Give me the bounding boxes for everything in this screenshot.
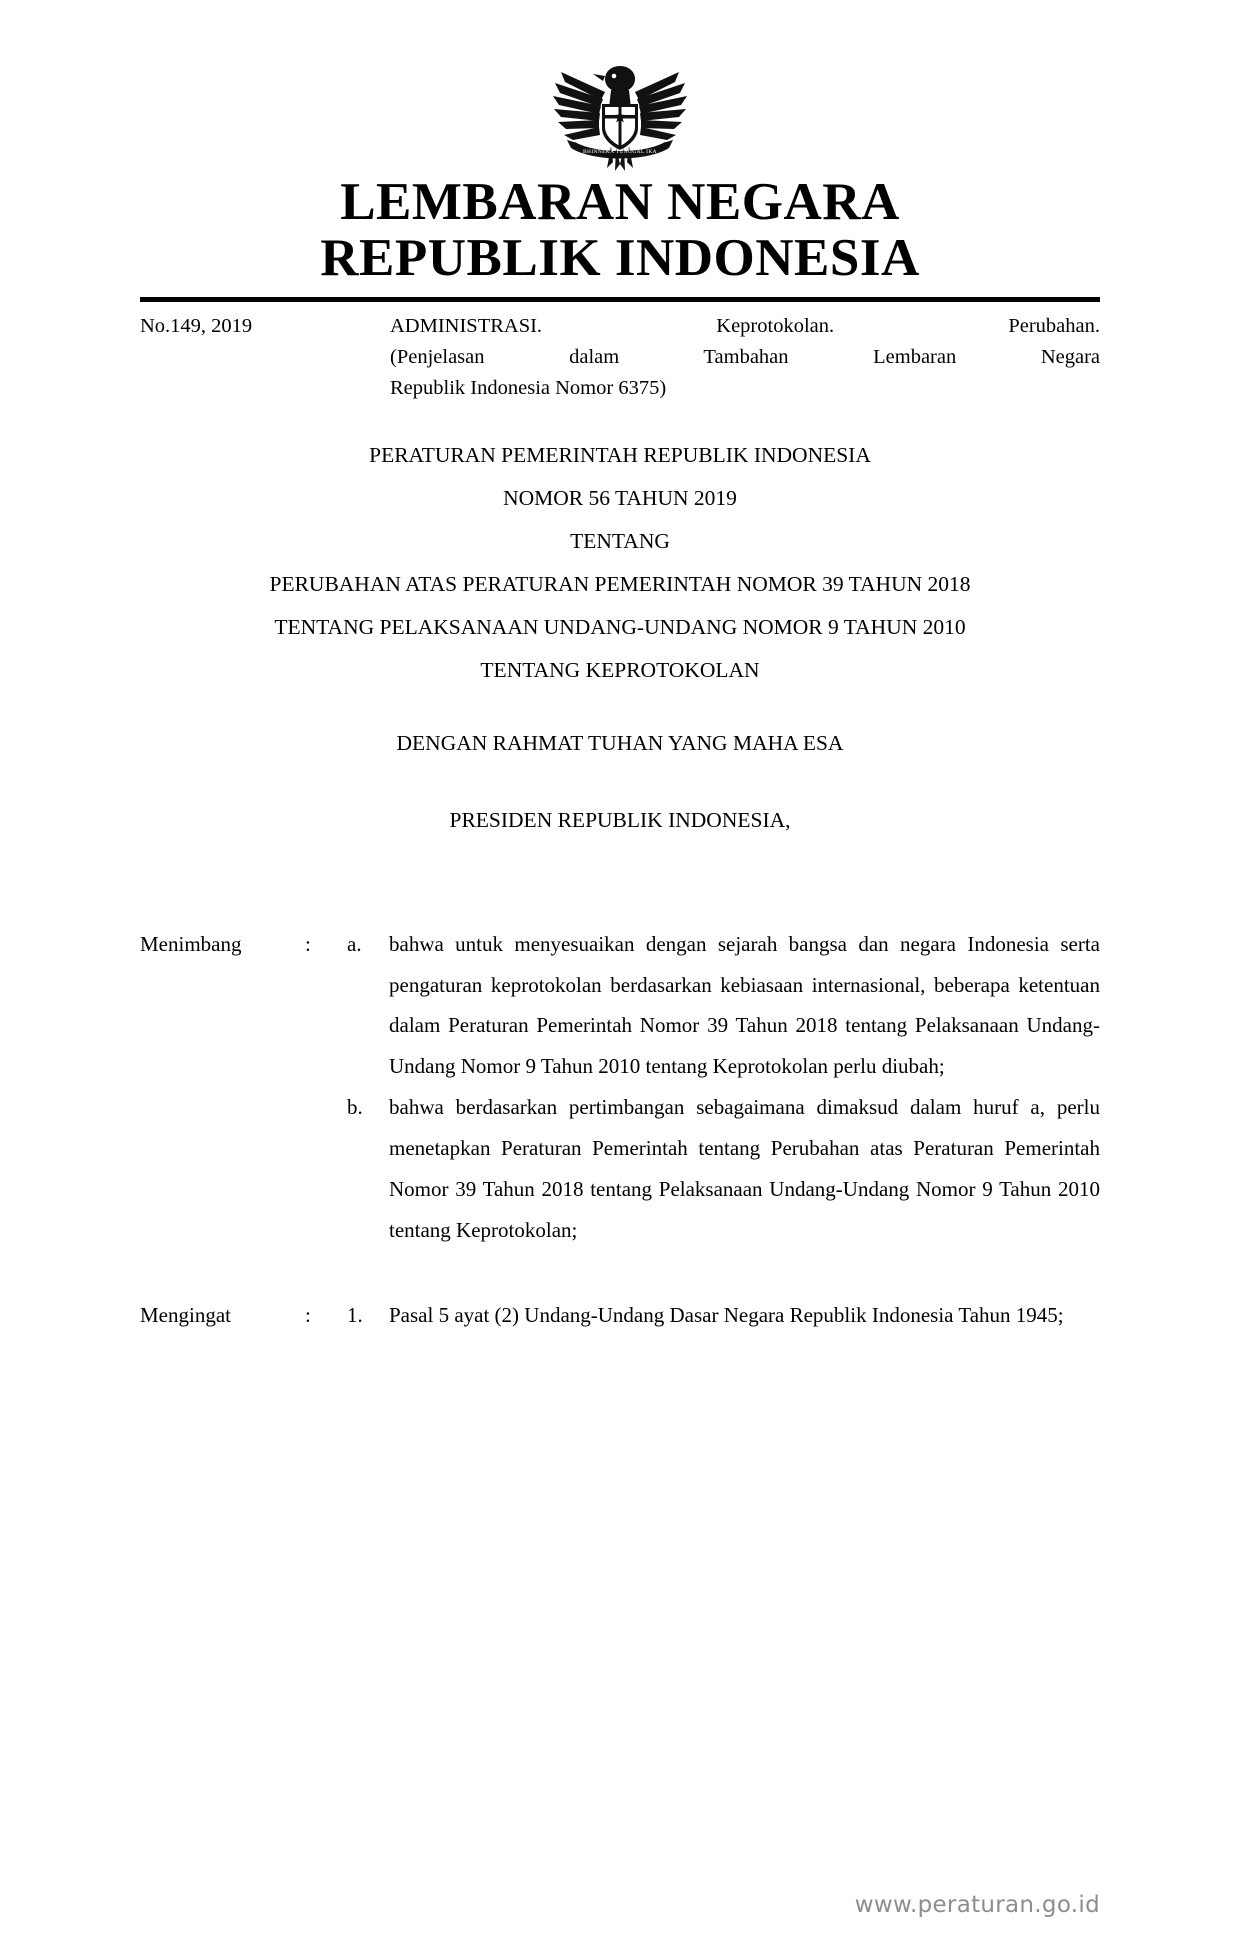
title-spacer-1 bbox=[140, 692, 1100, 722]
clause-section bbox=[140, 924, 1100, 1336]
gazette-metadata bbox=[140, 311, 1100, 403]
masthead-title bbox=[140, 174, 1100, 286]
garuda-pancasila-emblem bbox=[545, 58, 695, 178]
gazette-subject-line-2: (Penjelasan dalam Tambahan Lembaran Negara bbox=[390, 346, 1100, 369]
title-subject-line-3: TENTANG KEPROTOKOLAN bbox=[480, 657, 760, 682]
masthead-line-1: LEMBARAN NEGARA bbox=[340, 173, 900, 231]
title-subject-line-2: TENTANG PELAKSANAAN UNDANG-UNDANG NOMOR 9 TAHUN 2010 bbox=[274, 614, 966, 639]
regulation-title-block bbox=[140, 434, 1100, 842]
clause-group-mengingat bbox=[140, 1295, 1100, 1336]
gazette-subject bbox=[390, 311, 1100, 403]
clause-item bbox=[347, 1295, 1100, 1336]
clause-item-text: bahwa berdasarkan pertimbangan sebagaimana dimaksud dalam huruf a, perlu menetapkan Peraturan Pemerintah tentang Perubahan atas Peraturan Pemerintah Nomor 39 Tahun 2018 tentang Pelaksanaan Undang-Undang Nomor 9 Tahun 2010 tentang Keprotokolan; bbox=[389, 1095, 1100, 1243]
clause-item-marker: a. bbox=[347, 931, 362, 956]
clause-item-text: Pasal 5 ayat (2) Undang-Undang Dasar Negara Republik Indonesia Tahun 1945; bbox=[389, 1303, 1064, 1328]
source-watermark: www.peraturan.go.id bbox=[854, 1892, 1100, 1918]
clause-items-menimbang bbox=[347, 924, 1100, 1252]
clause-colon-menimbang: : bbox=[305, 931, 311, 956]
clause-item bbox=[347, 924, 1100, 1088]
masthead-line-2: REPUBLIK INDONESIA bbox=[320, 229, 920, 288]
clause-label-menimbang: Menimbang bbox=[140, 931, 242, 956]
gazette-subject-line-1: ADMINISTRASI. Keprotokolan. Perubahan. bbox=[390, 315, 1100, 338]
clause-item bbox=[347, 1087, 1100, 1251]
header-divider bbox=[140, 297, 1100, 302]
title-authority: PERATURAN PEMERINTAH REPUBLIK INDONESIA bbox=[369, 442, 871, 467]
title-spacer-2 bbox=[140, 765, 1100, 799]
emblem-container bbox=[140, 0, 1100, 170]
title-number: NOMOR 56 TAHUN 2019 bbox=[503, 485, 737, 510]
title-subject-line-1: PERUBAHAN ATAS PERATURAN PEMERINTAH NOMOR 39 TAHUN 2018 bbox=[269, 571, 971, 596]
clause-colon-mengingat: : bbox=[305, 1303, 311, 1328]
clause-label-mengingat: Mengingat bbox=[140, 1303, 231, 1328]
clause-items-mengingat bbox=[347, 1295, 1100, 1336]
title-president: PRESIDEN REPUBLIK INDONESIA, bbox=[449, 807, 791, 832]
gazette-number: No.149, 2019 bbox=[140, 315, 253, 338]
clause-item-marker: 1. bbox=[347, 1303, 363, 1328]
title-about-label: TENTANG bbox=[570, 528, 670, 553]
svg-text:BHINNEKA TUNGGAL IKA: BHINNEKA TUNGGAL IKA bbox=[583, 149, 657, 155]
title-invocation: DENGAN RAHMAT TUHAN YANG MAHA ESA bbox=[396, 730, 844, 755]
gazette-subject-line-3: Republik Indonesia Nomor 6375) bbox=[390, 376, 667, 399]
clause-item-marker: b. bbox=[347, 1095, 363, 1120]
clause-group-menimbang bbox=[140, 924, 1100, 1252]
clause-item-text: bahwa untuk menyesuaikan dengan sejarah bangsa dan negara Indonesia serta pengaturan keprotokolan berdasarkan kebiasaan internasional, beberapa ketentuan dalam Peraturan Pemerintah Nomor 39 Tahun 2018 tentang Pelaksanaan Undang-Undang Nomor 9 Tahun 2010 tentang Keprotokolan perlu diubah; bbox=[389, 931, 1100, 1079]
